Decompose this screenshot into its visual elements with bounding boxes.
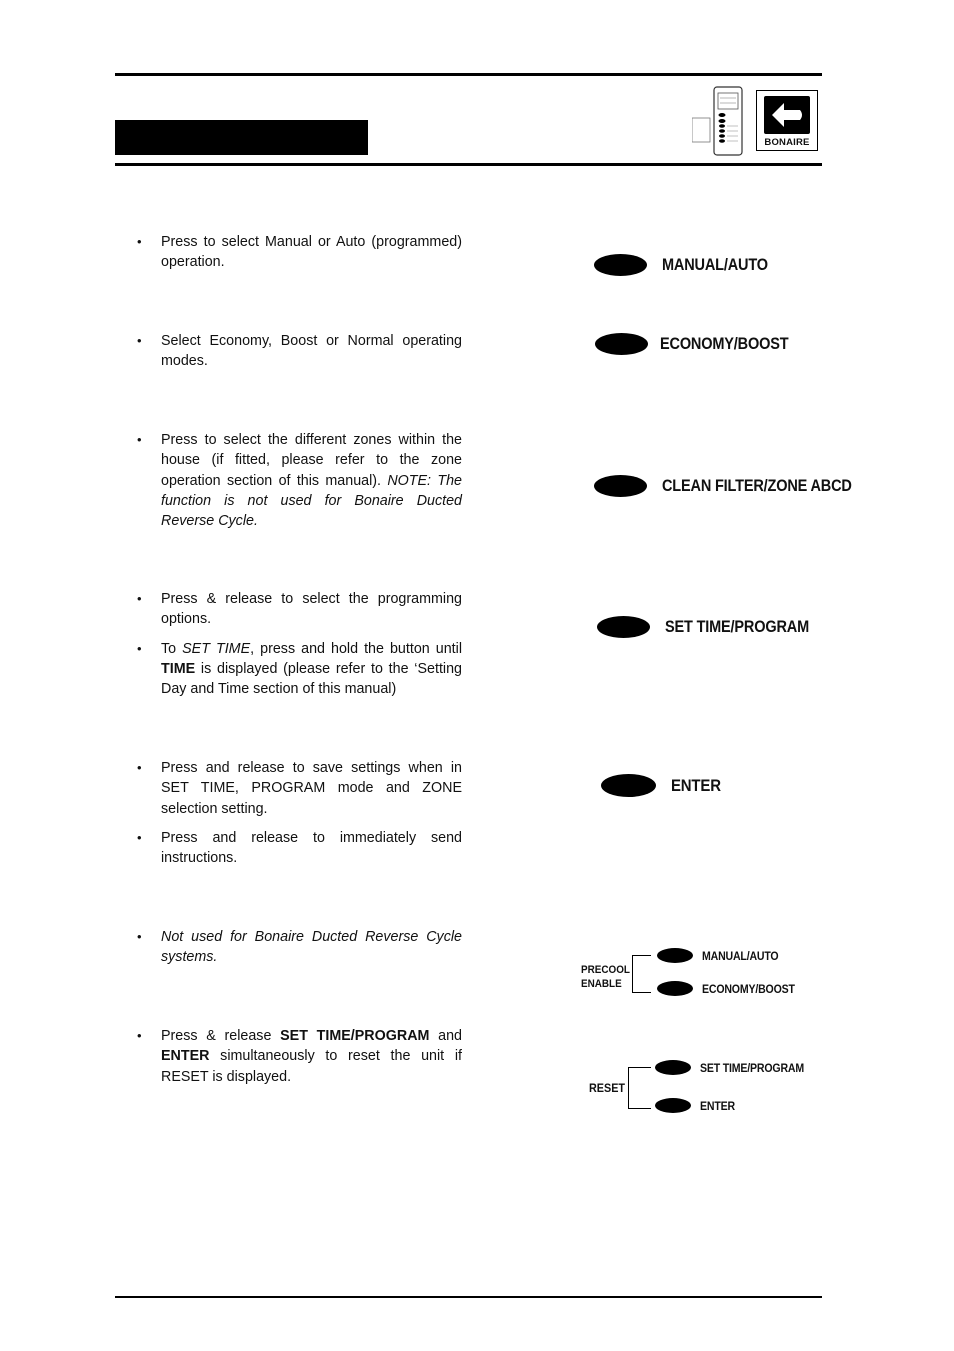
set-time-program-description [137,589,462,708]
bullet-item: • To SET TIME, press and hold the button until TIME is displayed (please refer to the ‘Setting Day and Time section of this manual) [137,639,462,700]
button-oval-icon [594,254,647,276]
bullet-item: • Not used for Bonaire Ducted Reverse Cycle systems. [137,927,462,968]
economy-boost-description [137,331,462,381]
button-label: ENTER [671,775,721,795]
reset-description [137,1026,462,1096]
bonaire-arrow-icon [764,96,810,134]
logo-text: BONAIRE [764,137,810,148]
bracket [632,955,651,993]
bullet-item: • Press & release to select the programming options. [137,589,462,630]
button-oval-icon [657,948,693,963]
remote-control-thumbnail [692,85,744,157]
bullet-item: • Press to select Manual or Auto (programmed) operation. [137,232,462,273]
enter-button[interactable] [601,774,728,797]
bullet-item: • Press and release to immediately send instructions. [137,828,462,869]
reset-set-time-program-button[interactable] [655,1060,818,1075]
economy-boost-button[interactable] [595,333,806,355]
manual-auto-button[interactable] [594,254,782,276]
bullet-item: • Press and release to save settings when in SET TIME, PROGRAM mode and ZONE selection setting. [137,758,462,819]
button-label: SET TIME/PROGRAM [700,1060,804,1075]
button-label: MANUAL/AUTO [662,255,768,274]
button-oval-icon [597,616,650,638]
button-oval-icon [655,1060,691,1075]
precool-label: PRECOOL ENABLE [581,964,630,990]
section-title-bar [115,120,368,155]
button-label: CLEAN FILTER/ZONE ABCD [662,476,852,495]
button-oval-icon [595,333,648,355]
precool-description [137,927,462,977]
zone-description [137,430,462,540]
footer-rule [115,1296,822,1298]
button-label: SET TIME/PROGRAM [665,617,810,636]
bullet-item: • Press to select the different zones within the house (if fitted, please refer to the zone operation section of this manual). NOTE: The function is not used for Bonaire Ducted Reverse Cycle. [137,430,462,531]
button-label: ECONOMY/BOOST [702,981,795,996]
reset-enter-button[interactable] [655,1098,740,1113]
manual-auto-description [137,232,462,282]
precool-enable-combo [580,945,810,1005]
button-label: MANUAL/AUTO [702,948,779,963]
bonaire-logo [756,90,818,151]
set-time-program-button[interactable] [597,616,829,638]
bracket [628,1067,651,1109]
button-oval-icon [601,774,656,797]
button-oval-icon [594,475,647,497]
header-rule [115,163,822,166]
top-rule [115,73,822,76]
bullet-item: • Select Economy, Boost or Normal operating modes. [137,331,462,372]
precool-economy-boost-button[interactable] [657,981,807,996]
enter-description [137,758,462,877]
clean-filter-zone-button[interactable] [594,475,878,497]
button-label: ENTER [700,1098,735,1113]
bullet-item: • Press & release SET TIME/PROGRAM and ENTER simultaneously to reset the unit if RESET is displayed. [137,1026,462,1087]
reset-label: RESET [589,1081,626,1095]
button-oval-icon [655,1098,691,1113]
reset-combo [588,1057,818,1117]
precool-manual-auto-button[interactable] [657,948,789,963]
button-oval-icon [657,981,693,996]
button-label: ECONOMY/BOOST [660,334,789,353]
